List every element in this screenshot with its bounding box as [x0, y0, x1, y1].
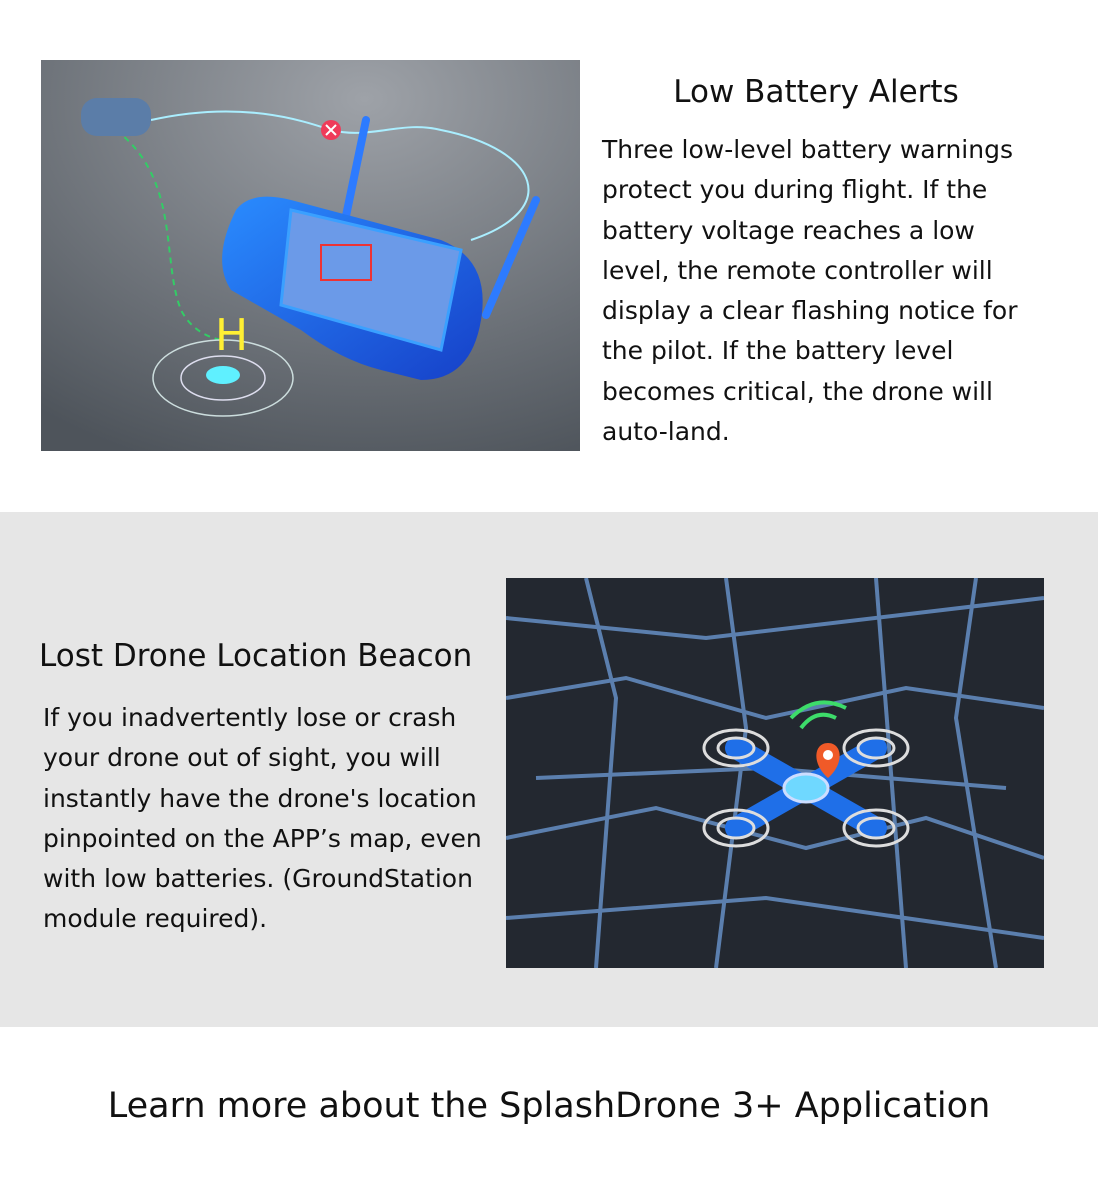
text-line: module required). — [43, 904, 268, 934]
low-battery-description — [602, 130, 1017, 452]
text-line: protect you during flight. If the — [602, 175, 988, 205]
learn-more-heading: Learn more about the SplashDrone 3+ Application — [107, 1086, 991, 1126]
text-line: display a clear flashing notice for — [602, 296, 1018, 326]
helipad-h-label: H — [215, 310, 249, 361]
text-line: Three low-level battery warnings — [602, 135, 1013, 164]
text-line: If you inadvertently lose or crash — [43, 703, 457, 732]
text-line: pinpointed on the APP’s map, even — [43, 823, 482, 853]
text-line: the pilot. If the battery level — [602, 336, 954, 366]
low-battery-illustration — [41, 60, 580, 451]
text-line: with low batteries. (GroundStation — [43, 864, 473, 894]
location-beacon-description — [43, 698, 482, 940]
low-battery-title: Low Battery Alerts — [673, 74, 959, 110]
text-line: battery voltage reaches a low — [602, 215, 975, 245]
text-line: your drone out of sight, you will — [43, 743, 441, 773]
text-line: auto-land. — [602, 417, 730, 447]
text-line: level, the remote controller will — [602, 255, 993, 285]
map-drone-illustration — [506, 578, 1044, 968]
low-battery-section — [0, 0, 1098, 512]
text-line: instantly have the drone's location — [43, 783, 477, 813]
location-beacon-section — [0, 512, 1098, 1027]
text-line: becomes critical, the drone will — [602, 376, 993, 406]
location-beacon-title: Lost Drone Location Beacon — [39, 638, 473, 674]
